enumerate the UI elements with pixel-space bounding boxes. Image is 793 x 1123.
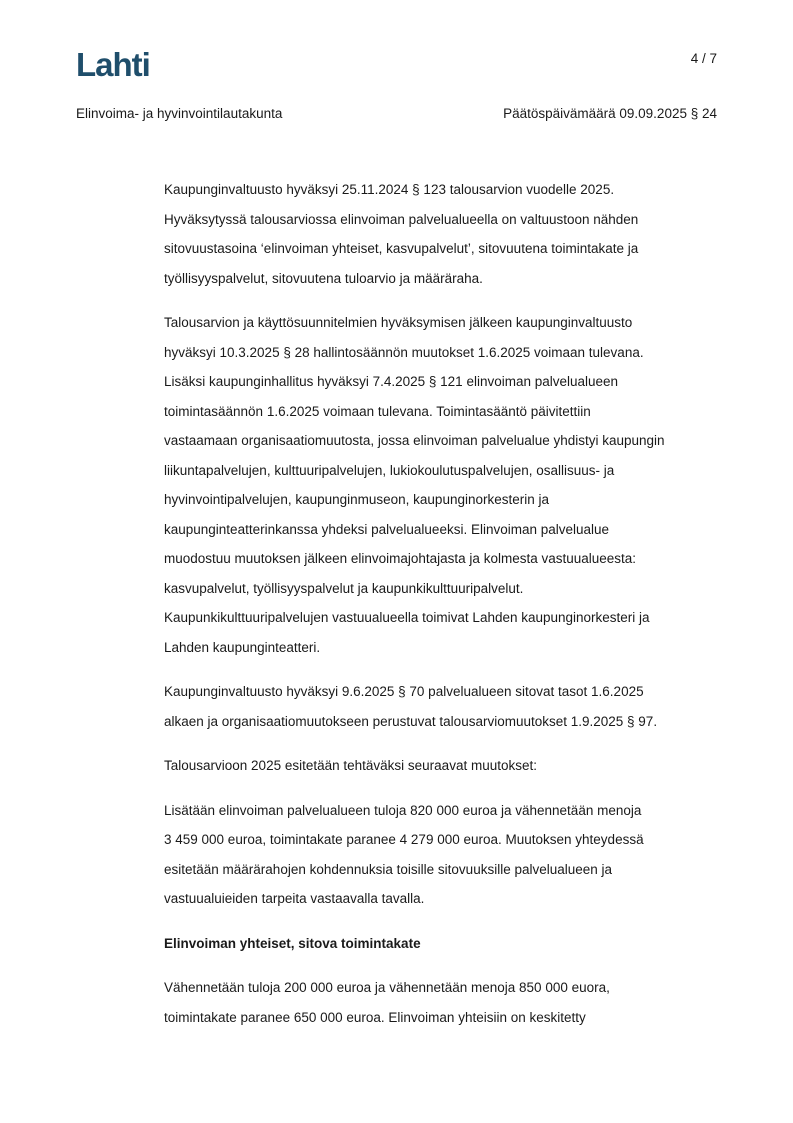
lahti-logo bbox=[76, 46, 168, 82]
committee-name: Elinvoima- ja hyvinvointilautakunta bbox=[76, 106, 283, 121]
text-line: Talousarvioon 2025 esitetään tehtäväksi seuraavat muutokset: bbox=[164, 758, 537, 773]
paragraph-proposed-changes bbox=[164, 751, 724, 781]
text-line: Kaupunkikulttuuripalvelujen vastuualueella toimivat Lahden kaupunginorkesteri ja bbox=[164, 610, 650, 625]
paragraph-shared-functions bbox=[164, 973, 724, 1032]
text-line: vastuualuieiden tarpeita vastaavalla tavalla. bbox=[164, 891, 425, 906]
page-number: 4 / 7 bbox=[690, 51, 717, 66]
text-line: Lisäksi kaupunginhallitus hyväksyi 7.4.2025 § 121 elinvoiman palvelualueen bbox=[164, 374, 619, 389]
text-line: Talousarvion ja käyttösuunnitelmien hyväksymisen jälkeen kaupunginvaltuusto bbox=[164, 315, 633, 330]
text-line: muodostuu muutoksen jälkeen elinvoimajohtajasta ja kolmesta vastuualueesta: bbox=[164, 551, 637, 566]
text-line: hyväksyi 10.3.2025 § 28 hallintosäännön muutokset 1.6.2025 voimaan tulevana. bbox=[164, 344, 644, 360]
text-line: työllisyyspalvelut, sitovuutena tuloarvio ja määräraha. bbox=[164, 270, 483, 286]
text-line: esitetään määrärahojen kohdennuksia toisille sitovuuksille palvelualueen ja bbox=[164, 861, 613, 877]
text-line: Lahden kaupunginteatteri. bbox=[164, 639, 321, 655]
text-line: Kaupunginvaltuusto hyväksyi 9.6.2025 § 70 palvelualueen sitovat tasot 1.6.2025 bbox=[164, 684, 644, 699]
text-line: Kaupunginvaltuusto hyväksyi 25.11.2024 § 123 talousarvion vuodelle 2025. bbox=[164, 182, 615, 197]
paragraph-organisation-change bbox=[164, 308, 724, 662]
text-line: vastaamaan organisaatiomuutosta, jossa elinvoiman palvelualue yhdistyi kaupungin bbox=[164, 433, 665, 448]
text-line: toimintasäännön 1.6.2025 voimaan tulevana. Toimintasääntö päivitettiin bbox=[164, 403, 591, 419]
text-line: alkaen ja organisaatiomuutokseen perustuvat talousarviomuutokset 1.9.2025 § 97. bbox=[164, 713, 658, 729]
document-header bbox=[76, 106, 717, 121]
logo-wordmark: Lahti bbox=[76, 46, 150, 82]
text-line: Vähennetään tuloja 200 000 euroa ja vähennetään menoja 850 000 euora, bbox=[164, 980, 610, 995]
text-line: toimintakate paranee 650 000 euroa. Elinvoiman yhteisiin on keskitetty bbox=[164, 1009, 586, 1025]
text-line: Hyväksytyssä talousarviossa elinvoiman palvelualueella on valtuustoon nähden bbox=[164, 211, 639, 227]
text-line: kasvupalvelut, työllisyyspalvelut ja kaupunkikulttuuripalvelut. bbox=[164, 580, 524, 596]
text-line: liikuntapalvelujen, kulttuuripalvelujen, lukiokoulutuspalvelujen, osallisuus- ja bbox=[164, 462, 615, 478]
paragraph-budget-approval bbox=[164, 175, 724, 293]
text-line: sitovuustasoina ‘elinvoiman yhteiset, kasvupalvelut’, sitovuutena toimintakate ja bbox=[164, 241, 639, 256]
text-line: hyvinvointipalvelujen, kaupunginmuseon, kaupunginorkesterin ja bbox=[164, 492, 550, 507]
document-body bbox=[164, 175, 724, 1047]
text-line: 3 459 000 euroa, toimintakate paranee 4 279 000 euroa. Muutoksen yhteydessä bbox=[164, 832, 644, 847]
section-heading: Elinvoiman yhteiset, sitova toimintakate bbox=[164, 935, 421, 951]
paragraph-income-expenses bbox=[164, 796, 724, 914]
decision-date: Päätöspäivämäärä 09.09.2025 § 24 bbox=[503, 106, 717, 121]
paragraph-binding-levels bbox=[164, 677, 724, 736]
text-line: Lisätään elinvoiman palvelualueen tuloja 820 000 euroa ja vähennetään menoja bbox=[164, 802, 642, 818]
text-line: kaupunginteatterinkanssa yhdeksi palvelualueeksi. Elinvoiman palvelualue bbox=[164, 521, 610, 537]
